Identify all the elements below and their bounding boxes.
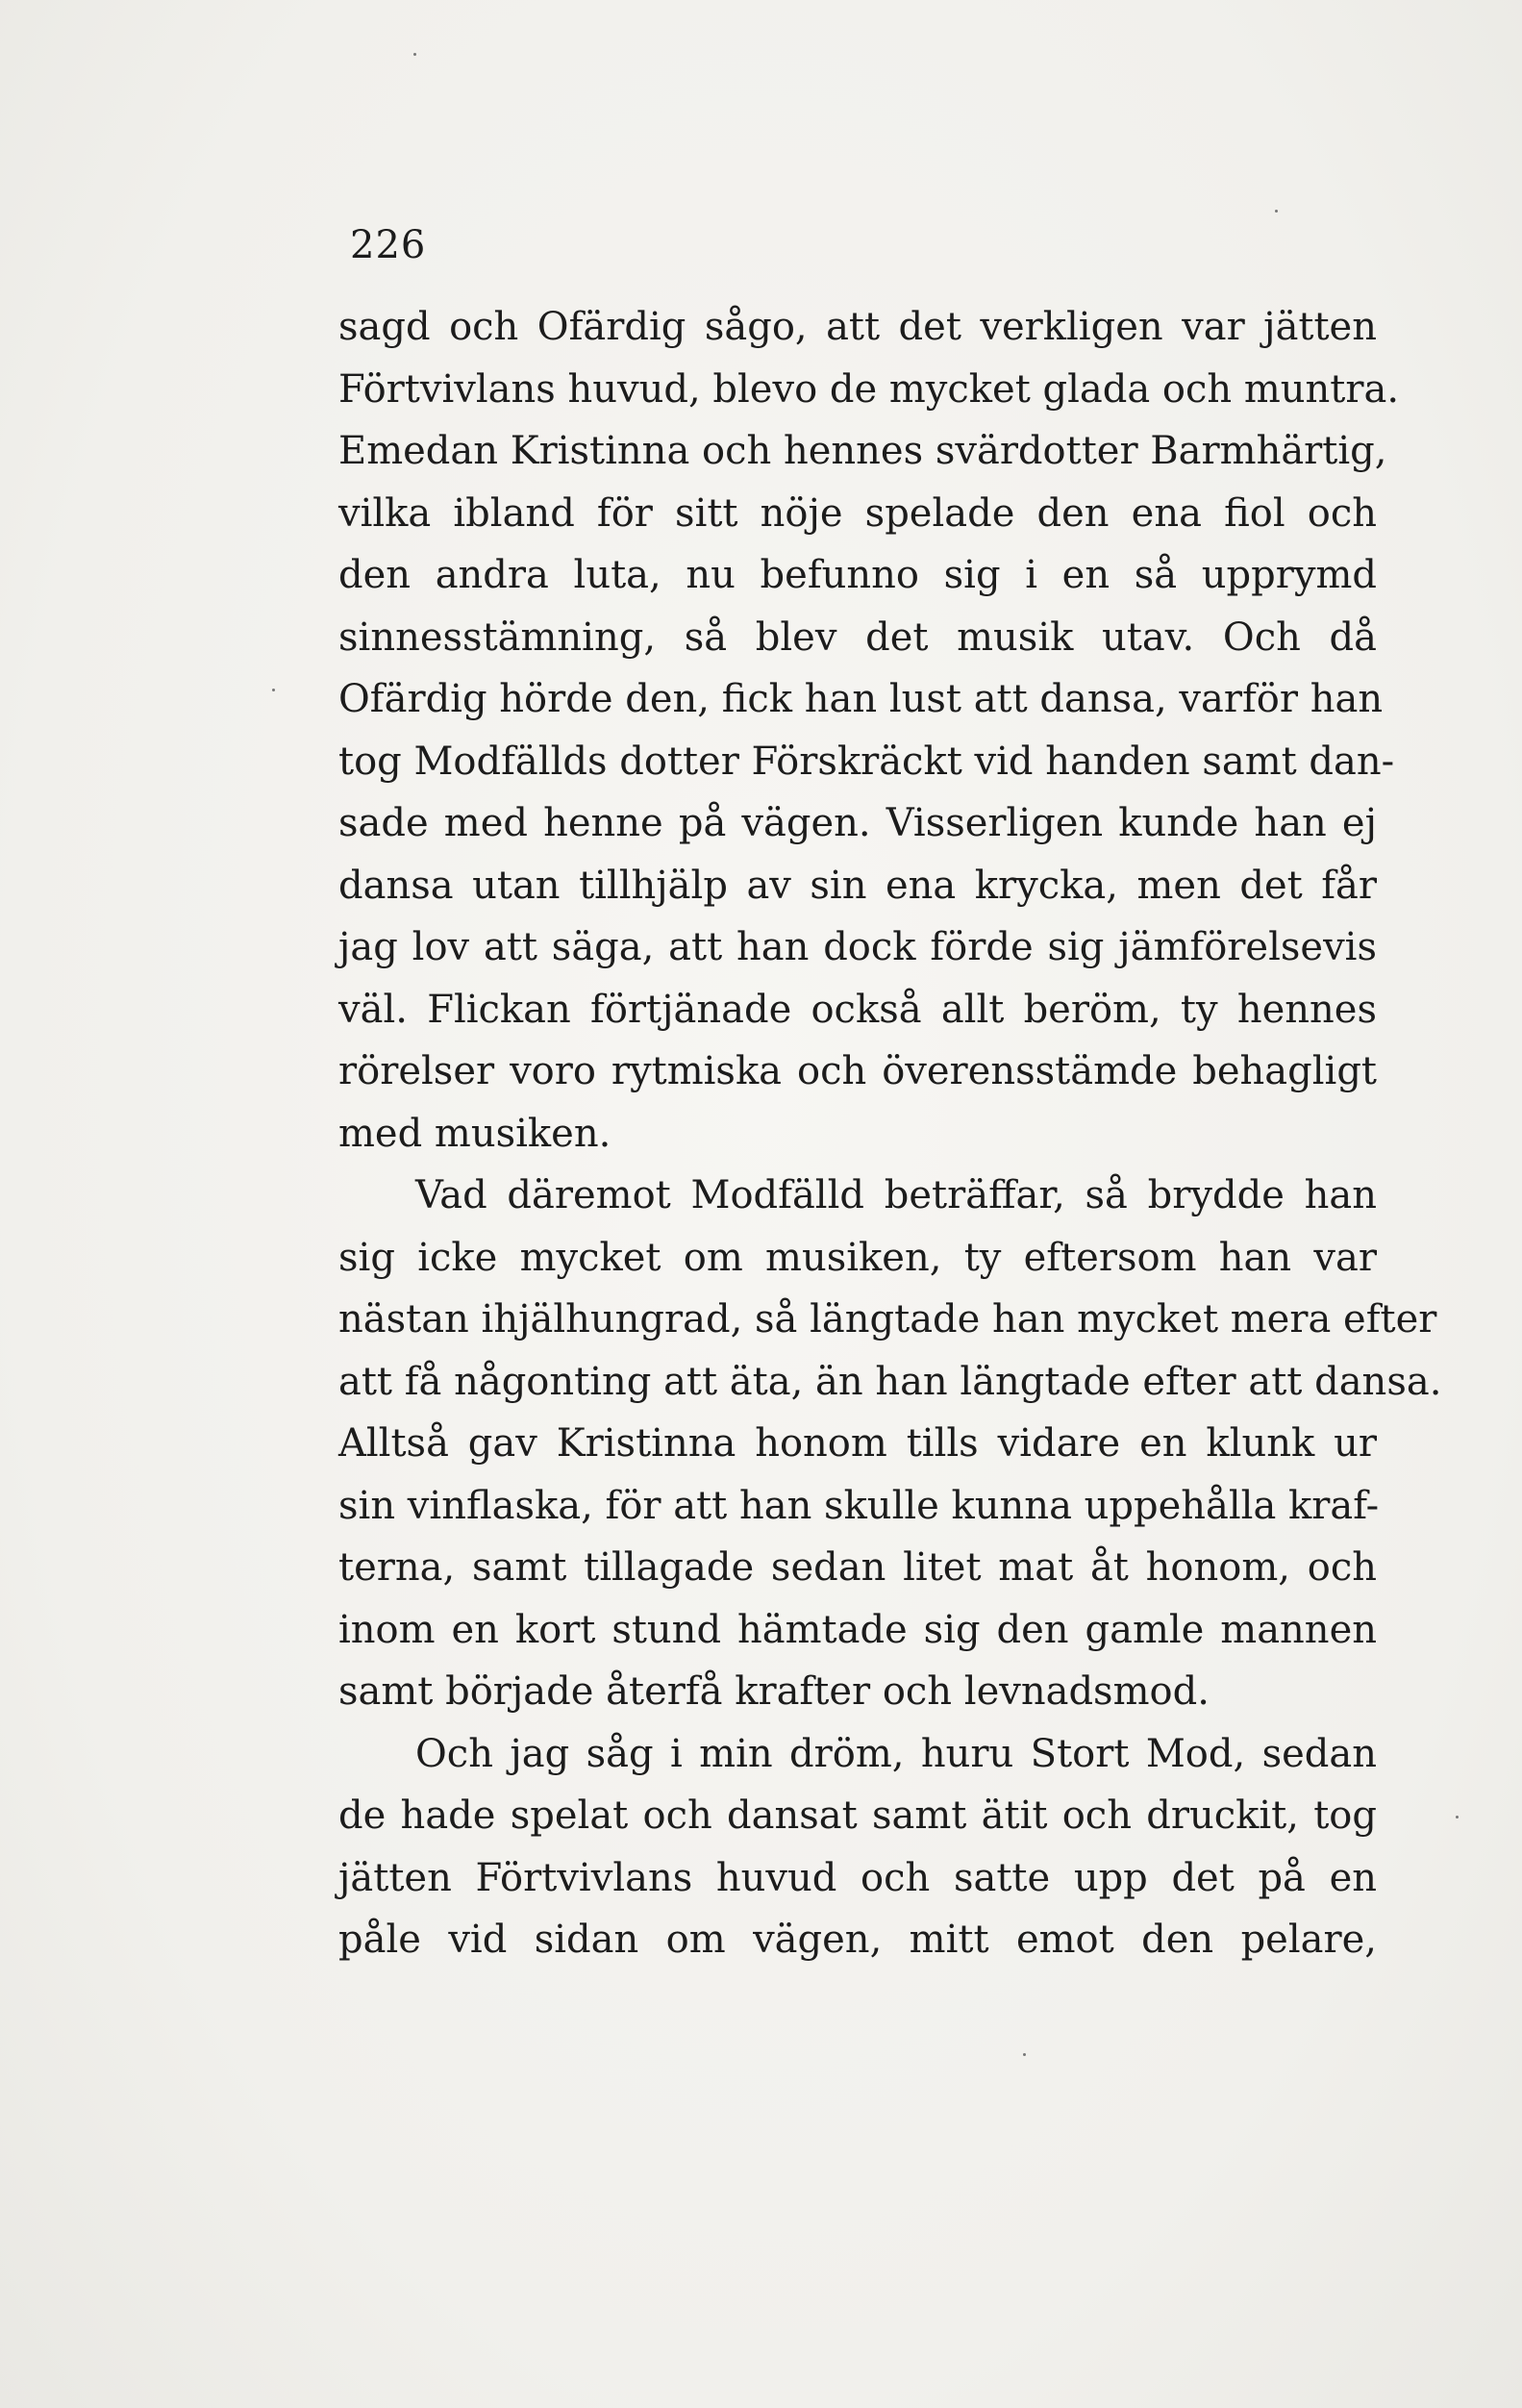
text-line: påle vid sidan om vägen, mitt emot den pelare, — [338, 1918, 1377, 1962]
text-line: Ofärdig hörde den, fick han lust att dansa, varför han — [338, 677, 1384, 721]
text-line: väl. Flickan förtjänade också allt beröm, ty hennes — [338, 987, 1377, 1032]
text-line: sig icke mycket om musiken, ty eftersom han var — [338, 1235, 1377, 1280]
text-line: de hade spelat och dansat samt ätit och druckit, tog — [338, 1793, 1377, 1838]
paper-speck — [1456, 1816, 1459, 1819]
text-line: vilka ibland för sitt nöje spelade den ena fiol och — [338, 490, 1377, 536]
paper-speck — [1275, 210, 1278, 213]
page-number: 226 — [350, 223, 427, 267]
text-line: Alltså gav Kristinna honom tills vidare en klunk ur — [338, 1421, 1377, 1466]
text-line: tog Modfällds dotter Förskräckt vid handen samt dan- — [338, 739, 1395, 784]
text-line: sinnesstämning, så blev det musik utav. Och då — [338, 615, 1377, 660]
text-line-paragraph-start: Vad däremot Modfälld beträffar, så brydde han — [415, 1173, 1377, 1217]
text-line: jätten Förtvivlans huvud och satte upp det på en — [338, 1855, 1377, 1900]
text-line: Förtvivlans huvud, blevo de mycket glada och muntra. — [338, 366, 1400, 412]
text-line: dansa utan tillhjälp av sin ena krycka, men det får — [338, 863, 1377, 908]
text-line: jag lov att säga, att han dock förde sig jämförelsevis — [338, 925, 1377, 969]
text-line: sade med henne på vägen. Visserligen kunde han ej — [338, 801, 1377, 845]
text-line-paragraph-end: med musiken. — [338, 1111, 611, 1156]
text-line: rörelser voro rytmiska och överensstämde behagligt — [338, 1049, 1377, 1093]
text-line: inom en kort stund hämtade sig den gamle mannen — [338, 1607, 1377, 1652]
text-line: Emedan Kristinna och hennes svärdotter Barmhärtig, — [338, 429, 1387, 473]
text-line-paragraph-start: Och jag såg i min dröm, huru Stort Mod, sedan — [415, 1731, 1377, 1776]
text-line: sagd och Ofärdig sågo, att det verkligen var jätten — [338, 305, 1377, 349]
paper-speck — [1023, 2053, 1026, 2056]
paper-speck — [272, 689, 275, 691]
text-line: nästan ihjälhungrad, så längtade han mycket mera efter — [338, 1297, 1437, 1342]
text-line: sin vinflaska, för att han skulle kunna uppehålla kraf- — [338, 1483, 1380, 1528]
body-text — [338, 296, 1442, 1971]
text-line-paragraph-end: samt började återfå krafter och levnadsmod. — [338, 1669, 1210, 1714]
text-line: terna, samt tillagade sedan litet mat åt honom, och — [338, 1545, 1377, 1590]
text-line: att få någonting att äta, än han längtade efter att dansa. — [338, 1359, 1442, 1404]
paper-speck — [413, 53, 416, 56]
text-line: den andra luta, nu befunno sig i en så upprymd — [338, 553, 1377, 597]
